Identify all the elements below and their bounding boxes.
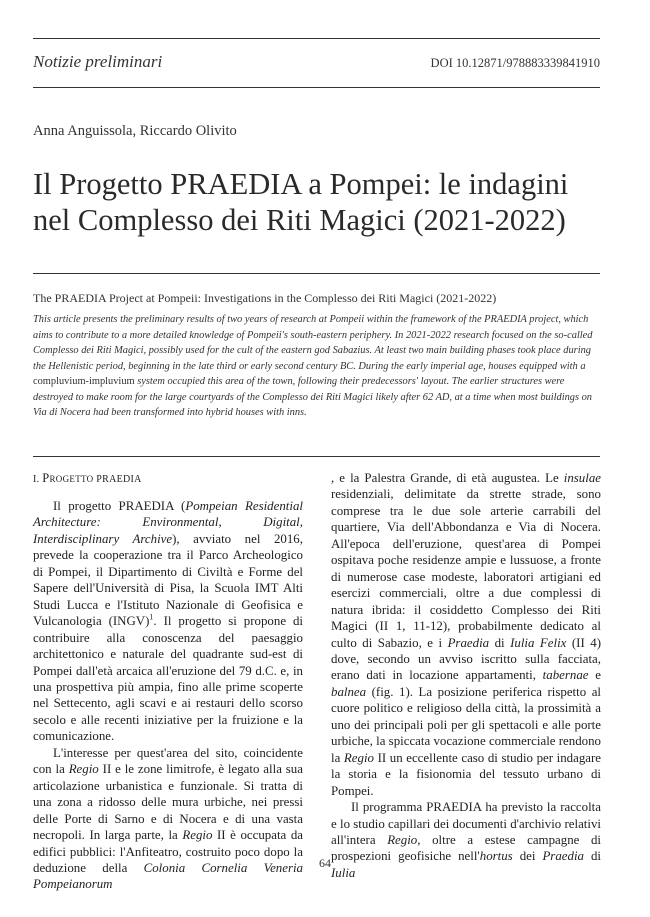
- paragraph: Il programma PRAEDIA ha previsto la raccolta e lo studio capillari dei documenti d'archivio relativi all'intera Regio, oltre a estese campagne di prospezioni geofisiche nell'hortus dei Praedia di Iulia: [331, 800, 602, 880]
- top-rule: [33, 38, 600, 39]
- authors: Anna Anguissola, Riccardo Olivito: [33, 123, 237, 139]
- abstract-rule: [33, 456, 600, 457]
- page-number: 64: [319, 856, 331, 870]
- article-title: Il Progetto PRAEDIA a Pompei: le indagini nel Complesso dei Riti Magici (2021-2022): [33, 167, 569, 237]
- paragraph: , e la Palestra Grande, di età augustea. Le insulae residenziali, delimitate da strette strade, sono comprese tra le due sole arterie carrabili del quartiere, Via dell'Abbondanza e Via di Nocera. All'epoca dell'eruzione, quest'area di Pompei ospitava poche residenze ampie e lussuose, a fronte di numerose case modeste, laboratori artigiani ed esercizi commerciali, oltre a due complessi di natura ibrida: il cosiddetto Complesso dei Riti Magici (II 1, 11-12), probabilmente dedicato al culto di Sabazio, e i Praedia di Iulia Felix (II 4) dove, secondo un avviso iscritto sulla facciata, erano dati in locazione appartamenti, tabernae e balnea (fig. 1). La posizione periferica rispetto al cuore politico e religioso della città, la prossimità a uno dei principali poli per gli spettacoli e alle porte urbiche, la spiccata vocazione commerciale rendono la Regio II un eccellente caso di studio per indagare la storia e la fisionomia del tessuto urbano di Pompei.: [331, 471, 601, 798]
- abstract: This article presents the preliminary results of two years of research at Pompeii within the framework of the PRAEDIA project, which aims to contribute to a more detailed knowledge of Pompeii's south-eastern periphery. In 2021-2022 research focused on the so-called Complesso dei Riti Magici, possibly used for the cult of the eastern god Sabazius. At least two main building phases took place during the Hellenistic period, beginning in the late third or early second century BC. During the early imperial age, houses equipped with a compluvium-impluvium system occupied this area of the town, following their predecessors' layout. The earlier structures were destroyed to make room for the large courtyards of the Complesso dei Riti Magici likely after 62 AD, at a time when most buildings on Via di Nocera had been transformed into hybrid houses with inns.: [33, 314, 593, 418]
- title-rule: [33, 273, 600, 274]
- right-column: [331, 470, 601, 881]
- paragraph: Il progetto PRAEDIA (Pompeian Residential Architecture: Environmental, Digital, Interdisciplinary Archive), avviato nel 2016, prevede la cooperazione tra il Parco Archeologico di Pompei, il Dipartimento di Civiltà e Forme del Sapere dell'Università di Pisa, la Scuola IMT Alti Studi Lucca e l'Istituto Nazionale di Geofisica e Vulcanologia (INGV)$^1$. Il progetto si propone di contribuire alla conoscenza del paesaggio architettonico e naturale del quadrante sud-est di Pompei dall'età arcaica all'eruzione del 79 d.C. e, in una prospettiva più ampia, fino alle prime scoperte nel Settecento, agli scavi e ai restauri dello scorso secolo e alle recenti iniziative per la fruizione e la comunicazione.: [33, 499, 303, 744]
- english-title: The PRAEDIA Project at Pompeii: Investigations in the Complesso dei Riti Magici (2021-2022): [33, 291, 497, 305]
- header-rule: [33, 87, 600, 88]
- section-label: Notizie preliminari: [33, 52, 163, 71]
- paragraph: L'interesse per quest'area del sito, coincidente con la Regio II e le zone limitrofe, è legato alla sua articolazione urbanistica e funzionale. Si tratta di una zona a ridosso delle mura urbiche, nei pressi delle Porte di Sarno e di Nocera e di una vasta necropoli. In larga parte, la Regio II è occupata da edifici pubblici: l'Anfiteatro, costruito poco dopo la deduzione della Colonia Cornelia Veneria Pompeianorum: [33, 745, 303, 892]
- left-column: [33, 470, 303, 893]
- footnote-ref: 1: [149, 612, 154, 622]
- doi: DOI 10.12871/978883339841910: [430, 56, 600, 70]
- section-heading: I. Progetto PRAEDIA: [33, 471, 142, 485]
